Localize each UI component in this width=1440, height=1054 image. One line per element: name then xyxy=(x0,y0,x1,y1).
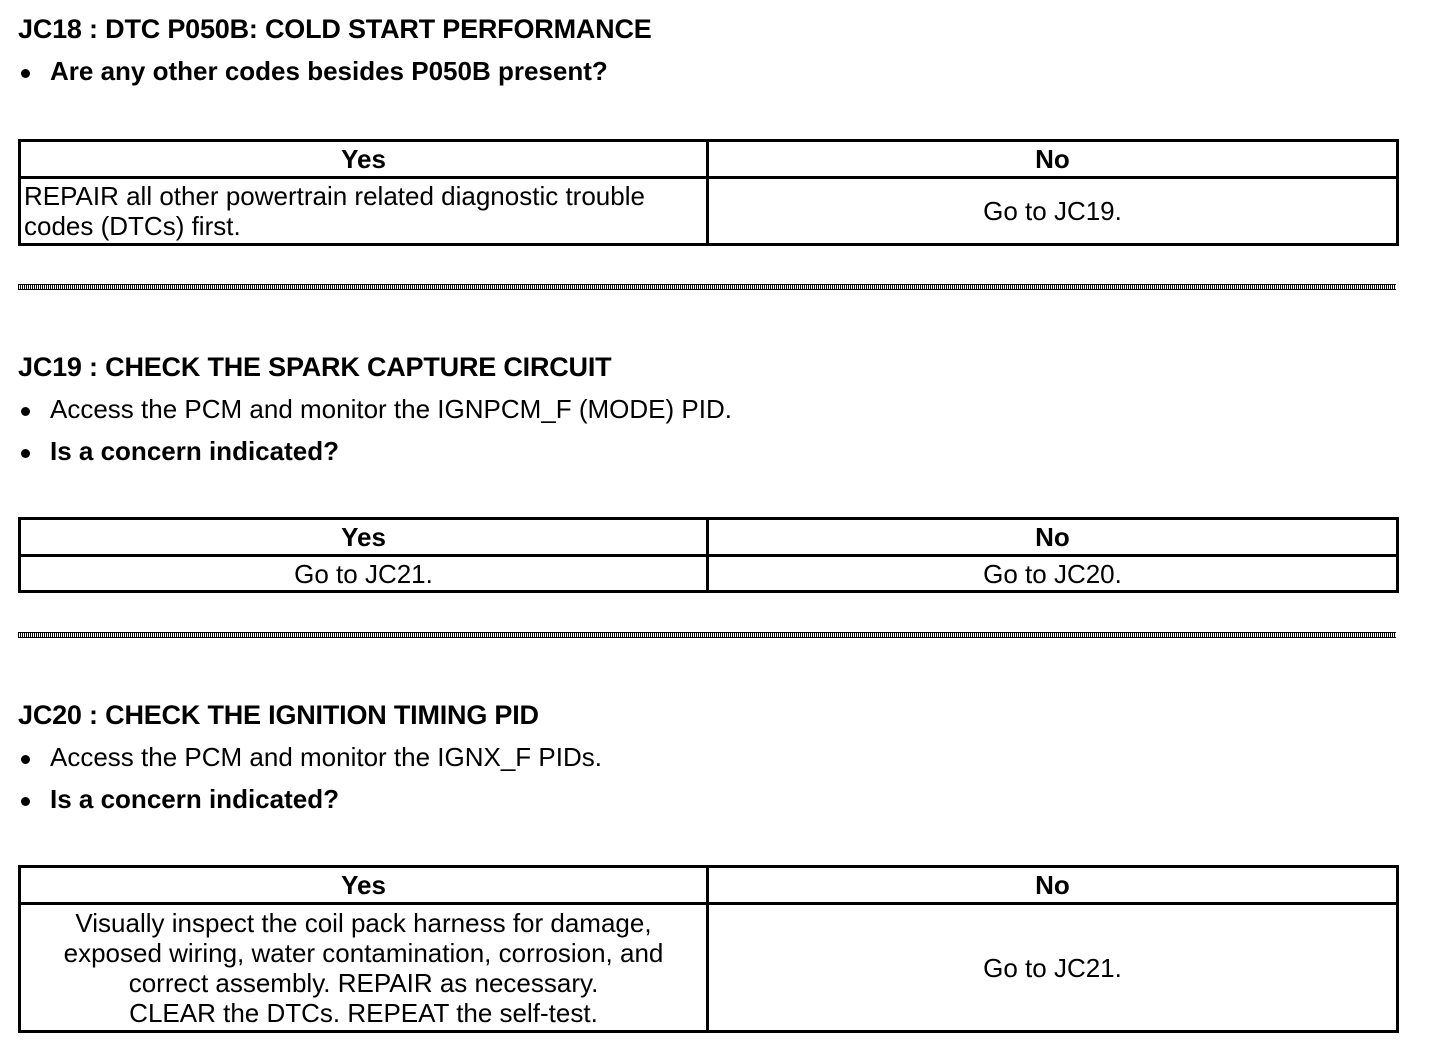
step-jc18 xyxy=(18,14,1396,241)
section-divider xyxy=(18,284,1396,290)
yes-action-line: Visually inspect the coil pack harness for damage, xyxy=(75,907,652,938)
bullet-dot-icon xyxy=(21,407,30,416)
yes-action-line: REPAIR all other powertrain related diagnostic trouble xyxy=(24,181,645,211)
decision-table xyxy=(18,865,1399,1033)
bullet-dot-icon xyxy=(21,69,30,78)
no-action: Go to JC20. xyxy=(708,556,1398,592)
decision-table xyxy=(18,517,1399,593)
no-header: No xyxy=(708,867,1398,904)
yes-header: Yes xyxy=(20,867,708,904)
no-action: Go to JC19. xyxy=(708,178,1398,245)
yes-action-line: codes (DTCs) first. xyxy=(24,211,241,241)
no-header: No xyxy=(708,141,1398,178)
no-header: No xyxy=(708,519,1398,556)
bullet-question xyxy=(18,56,1396,86)
step-jc19 xyxy=(18,352,1396,589)
yes-action-line: CLEAR the DTCs. REPEAT the self-test. xyxy=(129,997,598,1028)
yes-action: Go to JC21. xyxy=(20,556,708,592)
bullet-dot-icon xyxy=(21,449,30,458)
step-jc20 xyxy=(18,700,1396,1028)
bullet-text: Access the PCM and monitor the IGNX_F PIDs. xyxy=(50,742,602,772)
bullet-dot-icon xyxy=(21,755,30,764)
bullet-text: Is a concern indicated? xyxy=(50,436,339,466)
bullet-instruction xyxy=(18,394,1396,424)
step-title: JC20 : CHECK THE IGNITION TIMING PID xyxy=(18,700,539,730)
yes-header: Yes xyxy=(20,519,708,556)
yes-action-line: correct assembly. REPAIR as necessary. xyxy=(128,967,599,998)
bullet-text: Are any other codes besides P050B present? xyxy=(50,56,608,86)
section-divider xyxy=(18,632,1396,638)
decision-table xyxy=(18,139,1399,246)
bullet-text: Is a concern indicated? xyxy=(50,784,339,814)
yes-action xyxy=(20,904,708,1032)
yes-action-line: exposed wiring, water contamination, corrosion, and xyxy=(63,937,664,968)
bullet-question xyxy=(18,436,1396,466)
step-title: JC18 : DTC P050B: COLD START PERFORMANCE xyxy=(18,14,652,44)
step-title: JC19 : CHECK THE SPARK CAPTURE CIRCUIT xyxy=(18,352,612,382)
bullet-text: Access the PCM and monitor the IGNPCM_F (MODE) PID. xyxy=(50,394,732,424)
bullet-instruction xyxy=(18,742,1396,772)
yes-action xyxy=(20,178,708,245)
no-action: Go to JC21. xyxy=(708,904,1398,1032)
bullet-dot-icon xyxy=(21,797,30,806)
bullet-question xyxy=(18,784,1396,814)
yes-header: Yes xyxy=(20,141,708,178)
